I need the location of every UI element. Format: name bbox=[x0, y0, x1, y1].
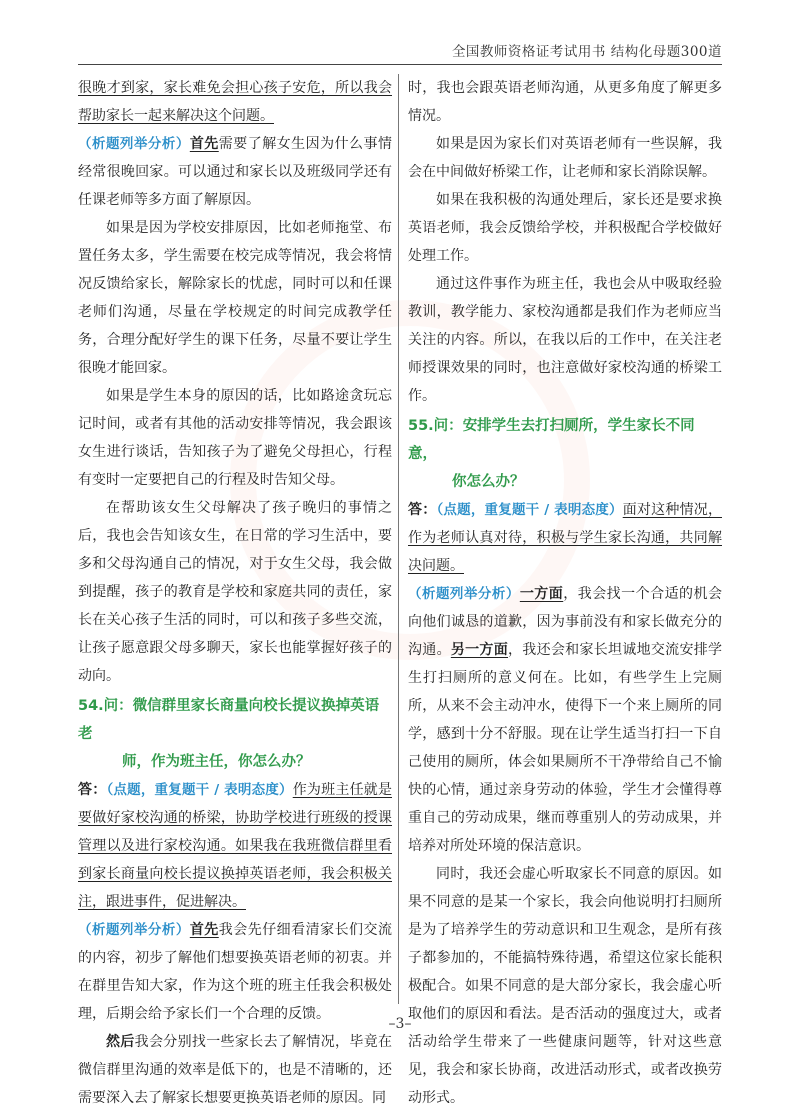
lead-word: 首先 bbox=[189, 136, 219, 152]
question-text: 微信群里家长商量向校长提议换掉英语老 bbox=[78, 698, 380, 742]
paragraph-text: ，我还会和家长坦诚地交流安排学生打扫厕所的意义何在。比如，有些学生上完厕所，从来不会主动冲水，使得下一个来上厕所的同学，感到十分不舒服。现在让学生适当打扫一下自己使用的厕所，体会如果厕所不干净带给自己不愉快的心情，通过亲身劳动的体验，学生才会懂得尊重自己的劳动成果，继而尊重别人的劳动成果，并培养对所处环境的保洁意识。 bbox=[408, 642, 723, 854]
lead-word: 然后 bbox=[106, 1034, 135, 1050]
paragraph: 同时，我还会虚心听取家长不同意的原因。如果不同意的是某一个家长，我会向他说明打扫厕所是为了培养学生的劳动意识和卫生观念，是所有孩子都参加的，不能搞特殊待遇，希望这位家长能积极配合。如果不同意的是大部分家长，我会虚心听取他们的原因和看法。是否活动的强度过大，或者活动给学生带来了一些健康问题等，针对这些意见，我会和家长协商，改进活动形式，或者改换劳动形式。 bbox=[408, 866, 722, 1106]
paragraph: 很晚才到家，家长难免会担心孩子安危，所以我会帮助家长一起来解决这个问题。 bbox=[78, 80, 392, 124]
question-text: 安排学生去打扫厕所，学生家长不同意， bbox=[408, 418, 695, 462]
header-title: 全国教师资格证考试用书 结构化母题300道 bbox=[451, 44, 722, 60]
question-54 bbox=[78, 692, 392, 776]
answer-label: 答： bbox=[408, 502, 437, 518]
lead-word: 一方面 bbox=[519, 586, 564, 602]
paragraph-text: 我会先仔细看清家长们交流的内容，初步了解他们想要换英语老师的初衷。并在群里告知大家，作为这个班的班主任我会积极处理，后期会给予家长们一个合理的反馈。 bbox=[78, 922, 393, 1022]
answer-text: 面对这种情况，作为老师认真对待，积极与学生家长沟通，共同解决问题。 bbox=[408, 502, 722, 574]
column-divider bbox=[398, 74, 399, 1004]
paragraph: 通过这件事作为班主任，我也会从中吸取经验教训，教学能力、家校沟通都是我们作为老师应当关注的内容。所以，在我以后的工作中，在关注老师授课效果的同时，也注意做好家校沟通的桥梁工作。 bbox=[408, 276, 722, 404]
lead-word: 首先 bbox=[189, 922, 219, 938]
answer-tag: （点题，重复题干 / 表明态度） bbox=[106, 782, 293, 798]
analysis-tag: （析题列举分析） bbox=[78, 136, 190, 152]
analysis-tag: （析题列举分析） bbox=[78, 922, 190, 938]
paragraph-text: ，我会找一个合适的机会向他们诚恳的道歉，因为事前没有和家长做充分的沟通。 bbox=[408, 586, 723, 658]
paragraph: 如果在我积极的沟通处理后，家长还是要求换英语老师，我会反馈给学校，并积极配合学校做好处理工作。 bbox=[408, 192, 722, 264]
paragraph-text: 需要了解女生因为什么事情经常很晚回家。可以通过和家长以及班级同学还有任课老师等多方面了解原因。 bbox=[78, 136, 393, 208]
paragraph bbox=[78, 1028, 392, 1112]
answer-label: 答： bbox=[78, 782, 107, 798]
paragraph bbox=[78, 916, 392, 1028]
page-number: –3– bbox=[388, 1016, 412, 1032]
paragraph: 在帮助该女生父母解决了孩子晚归的事情之后，我也会告知该女生，在日常的学习生活中，要多和父母沟通自己的情况，对于女生父母，我会做到提醒，孩子的教育是学校和家庭共同的责任，家长在关心孩子生活的同时，可以和孩子多些交流，让孩子愿意跟父母多聊天，家长也能掌握好孩子的动向。 bbox=[78, 500, 392, 684]
right-column bbox=[408, 74, 722, 1112]
paragraph: 如果是学生本身的原因的话，比如路途贪玩忘记时间，或者有其他的活动安排等情况，我会跟该女生进行谈话，告知孩子为了避免父母担心，行程有变时一定要把自己的行程及时告知父母。 bbox=[78, 388, 392, 488]
paragraph-text: 我会分别找一些家长去了解情况，毕竟在微信群里沟通的效率是低下的，也是不清晰的，还需要深入去了解家长想要更换英语老师的原因。同 bbox=[78, 1034, 393, 1106]
answer-54 bbox=[78, 776, 392, 916]
question-number: 54.问： bbox=[78, 698, 133, 714]
answer-55 bbox=[408, 496, 722, 580]
lead-word: 另一方面 bbox=[450, 642, 509, 658]
analysis-tag: （析题列举分析） bbox=[408, 586, 520, 602]
paragraph bbox=[408, 580, 722, 860]
page-header bbox=[78, 36, 722, 65]
answer-text: 作为班主任就是要做好家校沟通的桥梁，协助学校进行班级的授课管理以及进行家校沟通。如果我在我班微信群里看到家长商量向校长提议换掉英语老师，我会积极关注，跟进事件，促进解决。 bbox=[78, 782, 392, 910]
question-55 bbox=[408, 412, 722, 496]
paragraph: 如果是因为家长们对英语老师有一些误解，我会在中间做好桥梁工作，让老师和家长消除误解。 bbox=[408, 136, 722, 180]
question-text-cont: 你怎么办？ bbox=[452, 474, 525, 490]
question-text-cont: 师，作为班主任，你怎么办？ bbox=[122, 754, 311, 770]
paragraph: 如果是因为学校安排原因，比如老师拖堂、布置任务太多，学生需要在校完成等情况，我会将情况反馈给家长，解除家长的忧虑，同时可以和任课老师们沟通，尽量在学校规定的时间完成教学任务，合理分配好学生的课下任务，尽量不要让学生很晚才能回家。 bbox=[78, 220, 392, 376]
answer-tag: （点题，重复题干 / 表明态度） bbox=[436, 502, 623, 518]
paragraph: 时，我也会跟英语老师沟通，从更多角度了解更多情况。 bbox=[408, 80, 722, 124]
question-number: 55.问： bbox=[408, 418, 463, 434]
left-column bbox=[78, 74, 392, 1112]
paragraph bbox=[78, 130, 392, 214]
